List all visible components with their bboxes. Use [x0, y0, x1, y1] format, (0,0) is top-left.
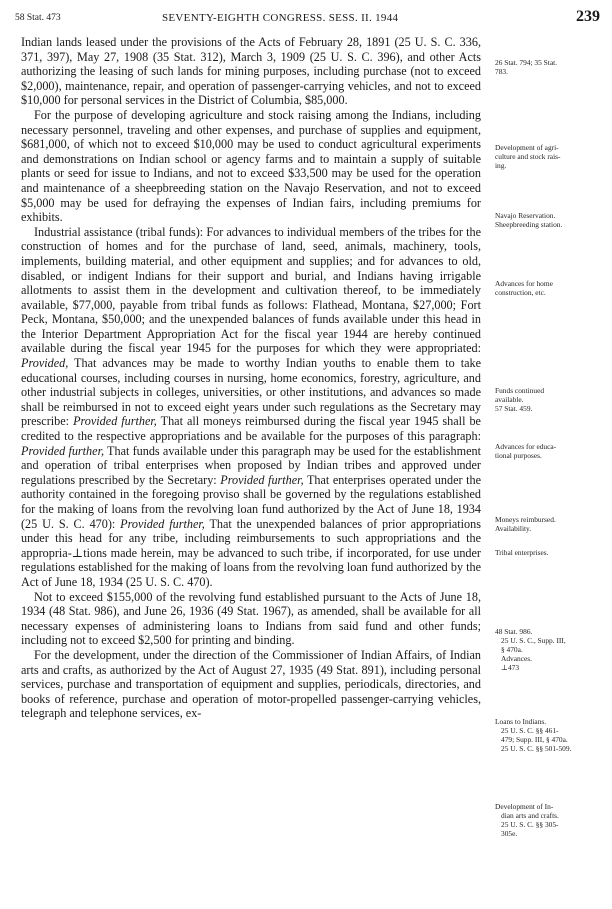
paragraph-text: Indian lands leased under the provisions of the Acts of February 28, 1891 (25 U. S. C. 336, 371, 397), May 27, 1908 (35 Stat. 312), March 3, 1909 (25 U. S. C. 396), and other Acts authorizing the leasing of such lands for mining purposes, including purchase (not to exceed $2,000), maintenance, repair, and operation of passenger-carrying vehicles, and not to exceed $10,000 for personal services in the District of Columbia, $85,000. — [21, 35, 481, 108]
margin-note — [495, 442, 598, 460]
margin-note — [495, 627, 598, 672]
margin-note-line: 25 U. S. C. §§ 501-509. — [501, 744, 572, 753]
running-header — [15, 8, 600, 30]
margin-note-line: ⊥473 — [501, 663, 520, 672]
proviso-phrase: Provided further, — [73, 414, 157, 429]
proviso-phrase: Provided further, — [120, 516, 205, 531]
margin-note-line: 26 Stat. 794; 35 Stat. — [495, 58, 558, 67]
margin-note — [495, 515, 598, 533]
margin-note-line: construction, etc. — [495, 288, 546, 297]
margin-note-line: ing. — [495, 161, 507, 170]
margin-note-line: Tribal enterprises. — [495, 548, 549, 557]
paragraph-text: That all moneys reimbursed during the fiscal year 1945 shall be credited to the respective appropriations and be available for the purposes of this paragraph: — [21, 414, 481, 444]
running-title: SEVENTY-EIGHTH CONGRESS. SESS. II. 1944 — [162, 12, 399, 24]
paragraph — [21, 35, 481, 108]
paragraph-text: Not to exceed $155,000 of the revolving fund established pursuant to the Acts of June 18, 1934 (48 Stat. 986), and June 26, 1936 (49 Stat. 1967), as amended, shall be available for all necessary expenses of administering loans to Indians from said fund and other funds; including not to exceed $2,500 for printing and binding. — [21, 589, 481, 648]
margin-note-line: 48 Stat. 986. — [495, 627, 533, 636]
paragraph-text: That advances may be made to worthy Indian youths to enable them to take educational courses, including courses in nursing, home economics, forestry, agriculture, and other industrial subjects in colleges, universities, or other institutions, and advances so made shall be reimbursed in not to exceed eight years under such regulations as the Secretary may prescribe: — [21, 356, 481, 429]
paragraph — [21, 648, 481, 721]
proviso-phrase: Provided further, — [21, 443, 105, 458]
paragraph-text: That the unexpended balances of prior appropriations under this head for any tribe, including reimbursements to such appropriations and the appropria-⊥tions made herein, may be advanced to such tribe, if incorporated, for use under regulations established for the making of loans from the revolving loan fund authorized by the Act of June 18, 1934 (25 U. S. C. 470). — [21, 516, 481, 589]
margin-note — [495, 211, 598, 229]
margin-note-line: 25 U. S. C. §§ 461- — [501, 726, 559, 735]
margin-note-line: Funds continued — [495, 386, 545, 395]
paragraph-text: For the development, under the direction of the Commissioner of Indian Affairs, of Indian arts and crafts, as authorized by the Act of August 27, 1935 (49 Stat. 891), including personal services, purchase and transportation of equipment and supplies, periodicals, directories, and books of reference, purchase and operation of motor-propelled passenger-carrying vehicles, telegraph and telephone services, ex- — [21, 647, 481, 721]
margin-note-line: § 470a. — [501, 645, 523, 654]
statute-citation: 58 Stat. 473 — [15, 13, 61, 23]
margin-note-line: 57 Stat. 459. — [495, 404, 533, 413]
proviso-phrase: Provided further, — [220, 472, 304, 487]
margin-note-line: dian arts and crafts. — [501, 811, 559, 820]
proviso-phrase: Provided, — [21, 356, 69, 371]
margin-note-line: Availability. — [495, 524, 532, 533]
paragraph-text: That funds available under this paragraph may be used for the establishment and operation of tribal enterprises when proposed by Indian tribes and approved under regulations prescribed by the Secretary: — [21, 443, 482, 487]
page-number: 239 — [576, 8, 600, 25]
paragraph-text: For the purpose of developing agriculture and stock raising among the Indians, including necessary personnel, traveling and other expenses, and purchase of supplies and equipment, $681,000, of which not to exceed $10,000 may be used to conduct agricultural experiments and demonstrations on Indian school or agency farms and to maintain a supply of suitable plants or seed for issue to Indians, and not to exceed $33,500 may be used for the operation and maintenance of a sheepbreeding station on the Navajo Reservation, and not to exceed $5,000 may be used for defraying the expenses of Indian fairs, including premiums for exhibits. — [21, 107, 481, 225]
margin-note-line: tional purposes. — [495, 451, 542, 460]
margin-note — [495, 717, 598, 753]
margin-note-line: 783. — [495, 67, 508, 76]
margin-note-line: Navajo Reservation. — [495, 211, 556, 220]
margin-note-line: Sheepbreeding station. — [495, 220, 563, 229]
margin-note-line: available. — [495, 395, 524, 404]
margin-note-line: 305e. — [501, 829, 518, 838]
paragraph — [21, 108, 481, 225]
margin-note-line: Moneys reimbursed. — [495, 515, 556, 524]
margin-note-line: Loans to Indians. — [495, 717, 547, 726]
margin-note-line: Development of agri- — [495, 143, 559, 152]
margin-note — [495, 802, 598, 838]
margin-note — [495, 58, 598, 76]
margin-note-line: Advances for educa- — [495, 442, 557, 451]
margin-note-line: 25 U. S. C., Supp. III, — [501, 636, 566, 645]
paragraph — [21, 590, 481, 648]
paragraph — [21, 225, 481, 590]
margin-note-line: 25 U. S. C. §§ 305- — [501, 820, 559, 829]
margin-note — [495, 279, 598, 297]
margin-note-line: Advances for home — [495, 279, 553, 288]
main-text-column — [21, 35, 481, 721]
margin-note — [495, 143, 598, 170]
paragraph-text: Industrial assistance (tribal funds): For advances to individual members of the tribes for the construction of homes and for the purchase of land, seed, animals, machinery, tools, implements, building material, and other equipment and supplies; and for advances to old, disabled, or indigent Indians for their support and burial, and Indians having irrigable allotments to assist them in the development and cultivation thereof, to be immediately available, $77,000, payable from tribal funds as follows: Flathead, Montana, $27,000; Fort Peck, Montana, $50,000; and the unexpended balances of funds available under this head in the Interior Department Appropriation Act for the fiscal year 1944 are hereby continued available during the fiscal year 1945 for the purposes for which they were appropriated: — [21, 224, 481, 356]
margin-note-line: Advances. — [501, 654, 532, 663]
paragraph-text: That enterprises operated under the authority contained in the foregoing proviso shall be governed by the regulations established for the making of loans from the revolving loan fund authorized by the Act of June 18, 1934 (25 U. S. C. 470): — [21, 472, 481, 531]
margin-note-line: culture and stock rais- — [495, 152, 561, 161]
margin-note-line: Development of In- — [495, 802, 554, 811]
margin-note — [495, 548, 598, 557]
margin-note-line: 479; Supp. III, § 470a. — [501, 735, 568, 744]
margin-note — [495, 386, 598, 413]
